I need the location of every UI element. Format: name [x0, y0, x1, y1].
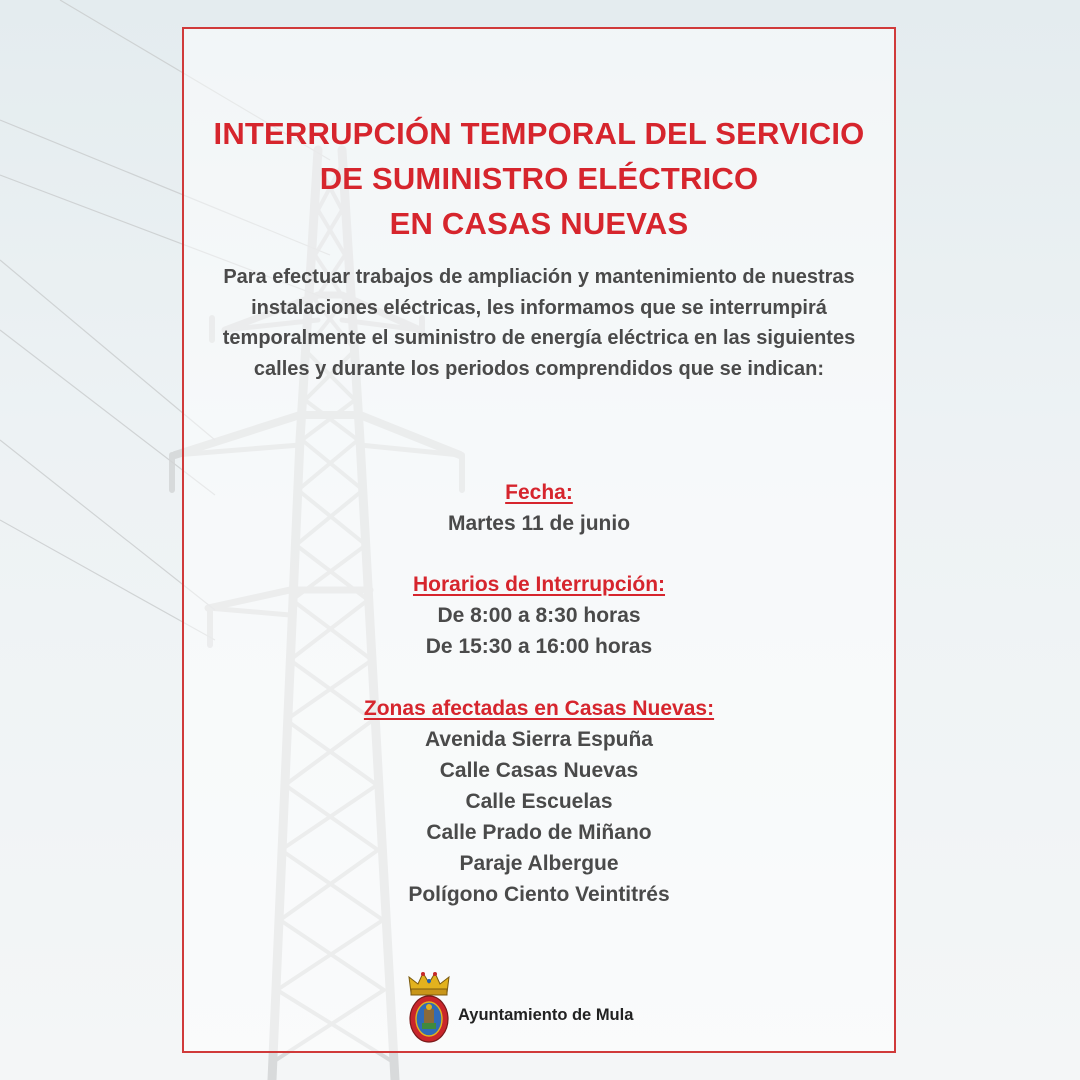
- notice-card: [182, 27, 896, 1053]
- title-line: DE SUMINISTRO ELÉCTRICO: [319, 161, 759, 196]
- horarios-section: [184, 569, 894, 662]
- intro-paragraph: Para efectuar trabajos de ampliación y mantenimiento de nuestras instalaciones eléctricas, les informamos que se interrumpirá temporalmente el suministro de energía eléctrica en las siguientes calles y durante los periodos comprendidos que se indican:: [222, 266, 856, 380]
- coat-of-arms-icon: [406, 969, 452, 1045]
- fecha-section: [184, 477, 894, 539]
- title-line: EN CASAS NUEVAS: [389, 206, 689, 241]
- fecha-value: Martes 11 de junio: [447, 512, 631, 535]
- organization-name: Ayuntamiento de Mula: [458, 1005, 634, 1024]
- zonas-heading: Zonas afectadas en Casas Nuevas:: [363, 697, 715, 720]
- footer-logo: [406, 967, 633, 1047]
- zona-item: Polígono Ciento Veintitrés: [408, 883, 670, 906]
- horario-line: De 8:00 a 8:30 horas: [437, 604, 641, 627]
- zona-item: Calle Escuelas: [465, 790, 613, 813]
- notice-title: [184, 111, 894, 246]
- title-line: INTERRUPCIÓN TEMPORAL DEL SERVICIO: [213, 116, 865, 151]
- horarios-heading: Horarios de Interrupción:: [412, 573, 666, 596]
- zona-item: Calle Casas Nuevas: [439, 759, 639, 782]
- zonas-section: [184, 693, 894, 910]
- zona-item: Calle Prado de Miñano: [426, 821, 652, 844]
- horario-line: De 15:30 a 16:00 horas: [425, 635, 653, 658]
- zona-item: Paraje Albergue: [459, 852, 619, 875]
- fecha-heading: Fecha:: [505, 481, 573, 504]
- zona-item: Avenida Sierra Espuña: [425, 728, 653, 751]
